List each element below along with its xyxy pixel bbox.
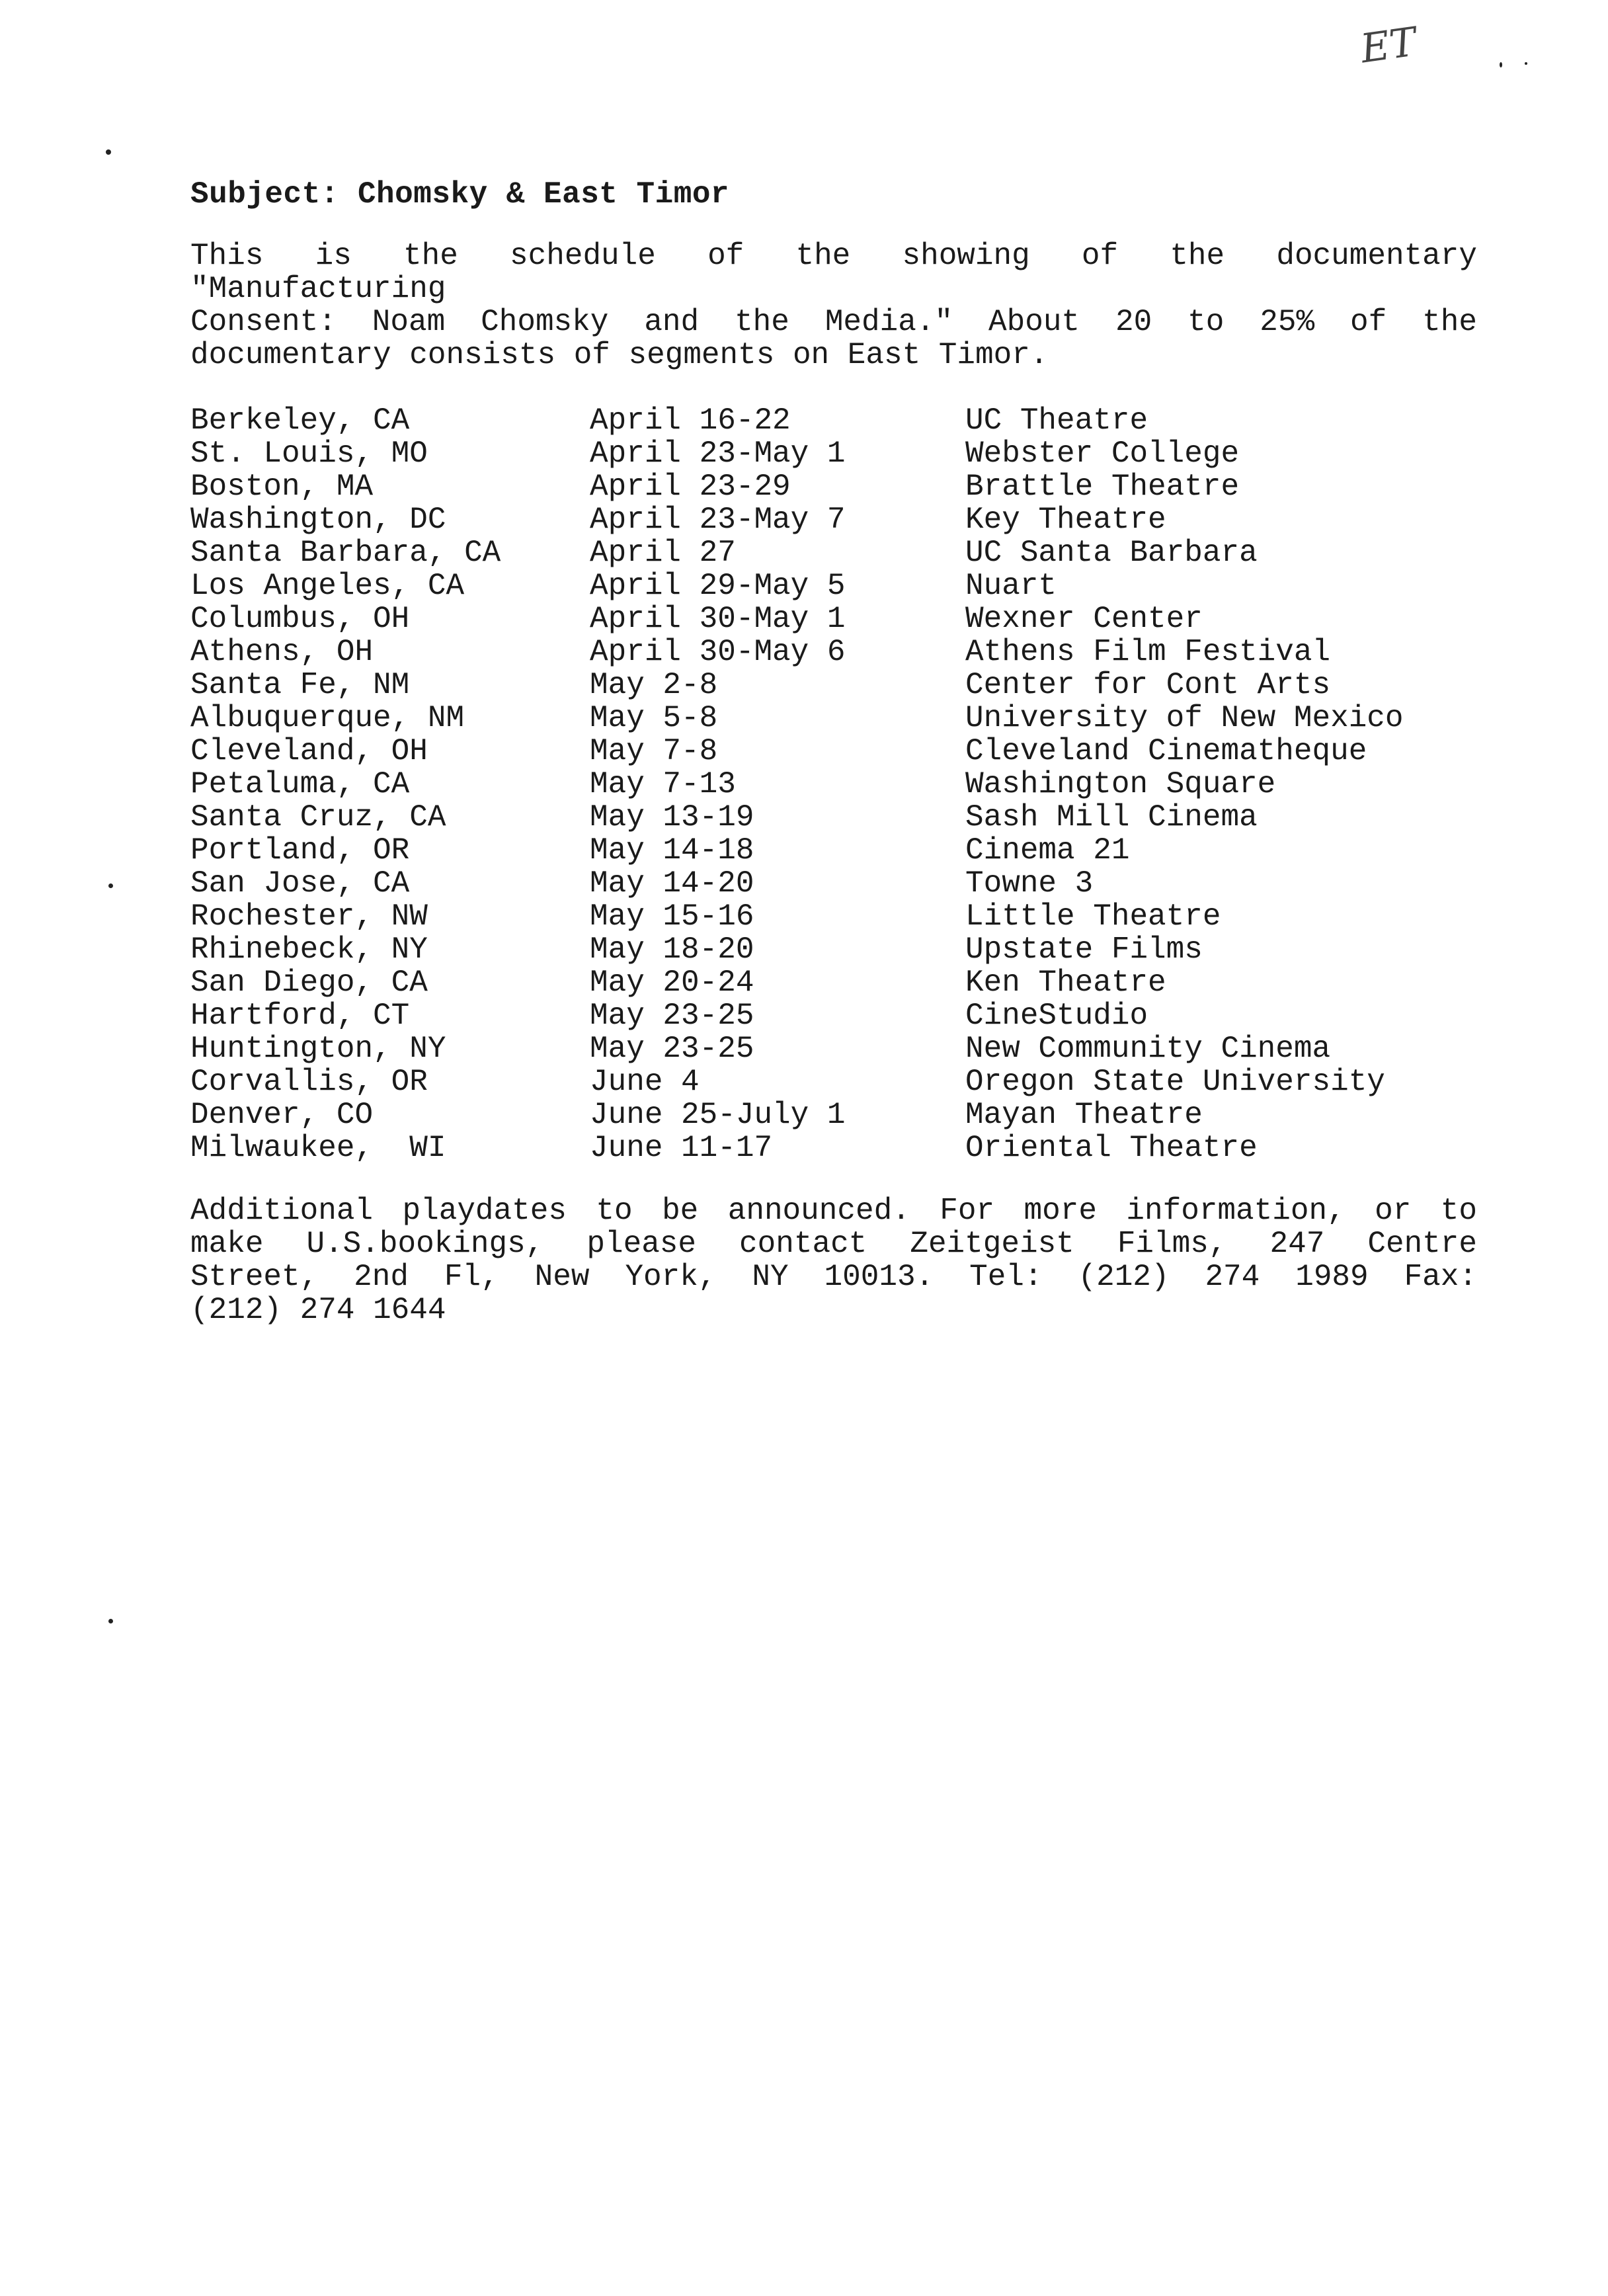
city-cell: Boston, MA: [190, 470, 374, 504]
venue-cell: Washington Square: [965, 767, 1276, 801]
schedule-row: [190, 1131, 1480, 1164]
venue-cell: Key Theatre: [965, 503, 1166, 537]
city-cell: Rhinebeck, NY: [190, 932, 428, 967]
intro-line: Consent: Noam Chomsky and the Media." About 20 to 25% of the: [190, 305, 1477, 339]
dates-cell: April 30-May 1: [590, 602, 846, 636]
city-cell: Huntington, NY: [190, 1032, 446, 1066]
dates-cell: June 11-17: [590, 1131, 773, 1165]
venue-cell: UC Santa Barbara: [965, 536, 1258, 570]
venue-cell: Center for Cont Arts: [965, 668, 1331, 702]
dates-cell: June 25-July 1: [590, 1098, 846, 1132]
schedule-table: [190, 403, 1480, 1164]
city-cell: Rochester, NW: [190, 899, 428, 934]
schedule-row: [190, 866, 1480, 899]
venue-cell: Cinema 21: [965, 833, 1130, 868]
dates-cell: May 14-20: [590, 866, 754, 901]
city-cell: Denver, CO: [190, 1098, 374, 1132]
city-cell: Washington, DC: [190, 503, 446, 537]
venue-cell: Nuart: [965, 569, 1057, 603]
schedule-row: [190, 403, 1480, 436]
dates-cell: April 29-May 5: [590, 569, 846, 603]
city-cell: Petaluma, CA: [190, 767, 410, 801]
schedule-row: [190, 602, 1480, 635]
venue-cell: Cleveland Cinematheque: [965, 734, 1367, 768]
venue-cell: New Community Cinema: [965, 1032, 1331, 1066]
intro-line: documentary consists of segments on East Timor.: [190, 338, 1049, 372]
dates-cell: May 18-20: [590, 932, 754, 967]
dates-cell: April 23-29: [590, 470, 791, 504]
city-cell: San Jose, CA: [190, 866, 410, 901]
city-cell: Columbus, OH: [190, 602, 410, 636]
dates-cell: April 30-May 6: [590, 635, 846, 669]
contact-paragraph: [190, 1194, 1477, 1327]
city-cell: Santa Fe, NM: [190, 668, 410, 702]
schedule-row: [190, 833, 1480, 866]
scan-speck: [1525, 62, 1527, 65]
city-cell: Corvallis, OR: [190, 1065, 428, 1099]
schedule-row: [190, 932, 1480, 965]
venue-cell: Towne 3: [965, 866, 1094, 901]
dates-cell: May 13-19: [590, 800, 754, 835]
venue-cell: Sash Mill Cinema: [965, 800, 1258, 835]
schedule-row: [190, 899, 1480, 932]
schedule-row: [190, 635, 1480, 668]
dates-cell: May 7-13: [590, 767, 736, 801]
venue-cell: Athens Film Festival: [965, 635, 1331, 669]
city-cell: St. Louis, MO: [190, 436, 428, 471]
city-cell: San Diego, CA: [190, 965, 428, 1000]
city-cell: Athens, OH: [190, 635, 374, 669]
schedule-row: [190, 999, 1480, 1032]
dates-cell: May 20-24: [590, 965, 754, 1000]
dates-cell: June 4: [590, 1065, 700, 1099]
schedule-row: [190, 734, 1480, 767]
venue-cell: Brattle Theatre: [965, 470, 1240, 504]
dates-cell: May 14-18: [590, 833, 754, 868]
schedule-row: [190, 436, 1480, 470]
venue-cell: Upstate Films: [965, 932, 1203, 967]
scan-speck: [1500, 62, 1502, 67]
dates-cell: May 2-8: [590, 668, 718, 702]
city-cell: Milwaukee, WI: [190, 1131, 446, 1165]
dates-cell: May 23-25: [590, 1032, 754, 1066]
dates-cell: May 23-25: [590, 999, 754, 1033]
venue-cell: Little Theatre: [965, 899, 1221, 934]
dates-cell: May 15-16: [590, 899, 754, 934]
dates-cell: May 7-8: [590, 734, 718, 768]
venue-cell: Webster College: [965, 436, 1240, 471]
city-cell: Los Angeles, CA: [190, 569, 465, 603]
schedule-row: [190, 668, 1480, 701]
venue-cell: UC Theatre: [965, 403, 1148, 438]
dates-cell: April 27: [590, 536, 736, 570]
schedule-row: [190, 701, 1480, 734]
city-cell: Hartford, CT: [190, 999, 410, 1033]
handwritten-annotation: ET: [1357, 19, 1420, 73]
scan-speck: [108, 883, 113, 888]
dates-cell: April 23-May 1: [590, 436, 846, 471]
venue-cell: Mayan Theatre: [965, 1098, 1203, 1132]
intro-paragraph: [190, 239, 1477, 372]
scan-speck: [108, 1619, 113, 1623]
dates-cell: April 16-22: [590, 403, 791, 438]
schedule-row: [190, 800, 1480, 833]
venue-cell: Ken Theatre: [965, 965, 1166, 1000]
scan-speck: [106, 149, 111, 155]
city-cell: Santa Cruz, CA: [190, 800, 446, 835]
city-cell: Berkeley, CA: [190, 403, 410, 438]
dates-cell: April 23-May 7: [590, 503, 846, 537]
venue-cell: Wexner Center: [965, 602, 1203, 636]
schedule-row: [190, 569, 1480, 602]
schedule-row: [190, 536, 1480, 569]
venue-cell: Oriental Theatre: [965, 1131, 1258, 1165]
dates-cell: May 5-8: [590, 701, 718, 735]
schedule-row: [190, 965, 1480, 999]
venue-cell: CineStudio: [965, 999, 1148, 1033]
schedule-row: [190, 503, 1480, 536]
footer-line: Street, 2nd Fl, New York, NY 10013. Tel: (212) 274 1989 Fax:: [190, 1260, 1477, 1294]
schedule-row: [190, 1098, 1480, 1131]
schedule-row: [190, 1065, 1480, 1098]
footer-line: Additional playdates to be announced. For more information, or to: [190, 1194, 1477, 1228]
intro-line: This is the schedule of the showing of the documentary: [190, 239, 1477, 273]
intro-line: "Manufacturing: [190, 272, 446, 306]
city-cell: Cleveland, OH: [190, 734, 428, 768]
city-cell: Santa Barbara, CA: [190, 536, 501, 570]
city-cell: Albuquerque, NM: [190, 701, 465, 735]
footer-line: (212) 274 1644: [190, 1293, 446, 1327]
city-cell: Portland, OR: [190, 833, 410, 868]
venue-cell: University of New Mexico: [965, 701, 1404, 735]
schedule-row: [190, 470, 1480, 503]
venue-cell: Oregon State University: [965, 1065, 1385, 1099]
schedule-row: [190, 767, 1480, 800]
footer-line: make U.S.bookings, please contact Zeitgeist Films, 247 Centre: [190, 1227, 1477, 1261]
subject-heading: Subject: Chomsky & East Timor: [190, 177, 730, 212]
schedule-row: [190, 1032, 1480, 1065]
